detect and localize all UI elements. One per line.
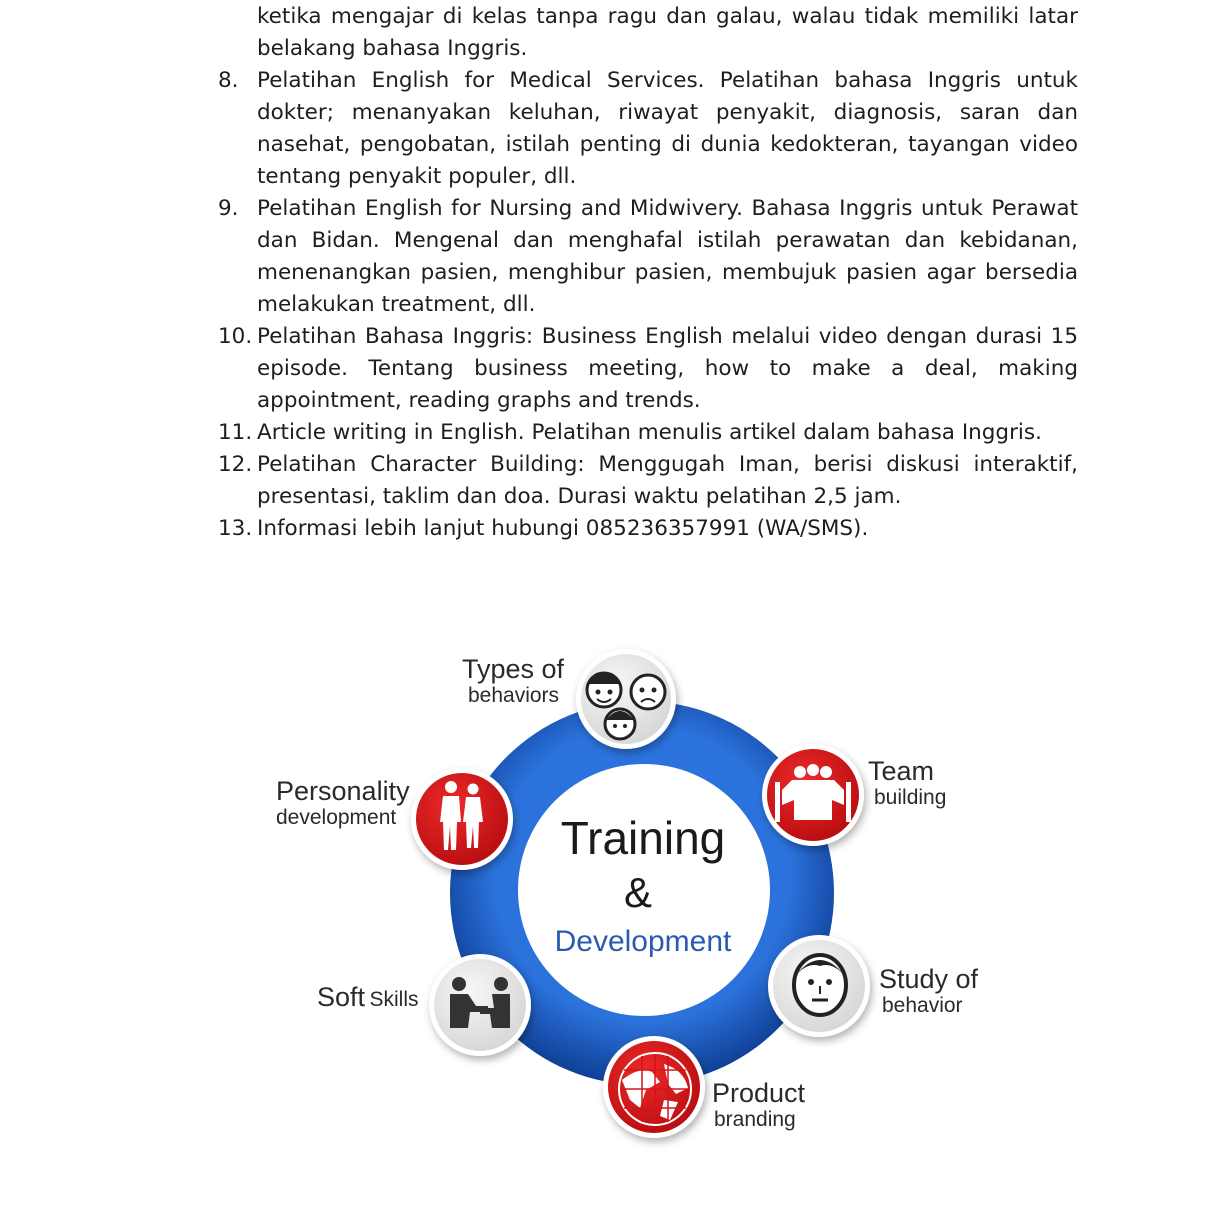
label-small: branding	[714, 1108, 796, 1131]
center-title: Training	[560, 812, 726, 864]
label-study-of-behavior	[879, 964, 978, 1018]
label-product-branding	[712, 1078, 805, 1132]
team-icon	[762, 744, 864, 846]
center-subtitle: Development	[554, 925, 732, 958]
label-team-building	[868, 756, 946, 810]
list-item-text: Pelatihan English for Medical Services. Pelatihan bahasa Inggris untuk dokter; menanyakan keluhan, riwayat penyakit, diagnosis, saran dan nasehat, pengobatan, istilah penting di dunia kedokteran, tayangan video tentang penyakit populer, dll.	[257, 68, 1078, 189]
list-item-number: 13.	[218, 516, 253, 541]
people-icon	[411, 768, 513, 870]
label-small: development	[276, 806, 397, 829]
head-icon	[768, 935, 870, 1037]
list-item-number: 8.	[218, 68, 239, 93]
label-types-of-behaviors	[462, 654, 564, 708]
center-ampersand: &	[623, 869, 652, 916]
list-item-number: 12.	[218, 452, 253, 477]
label-personality-development	[276, 776, 410, 830]
list-item-number: 9.	[218, 196, 239, 221]
list-item-number: 10.	[218, 324, 253, 349]
globe-icon	[603, 1036, 705, 1138]
label-big: Personality	[276, 776, 410, 806]
handshake-icon	[429, 954, 531, 1056]
list-item-text: Pelatihan Bahasa Inggris: Business English melalui video dengan durasi 15 episode. Tentang business meeting, how to make a deal, making appointment, reading graphs and trends.	[257, 324, 1078, 413]
list-item-number: 11.	[218, 420, 253, 445]
label-small: Skills	[369, 988, 419, 1011]
label-big: Team	[868, 756, 935, 786]
label-small: behaviors	[468, 684, 560, 707]
label-big: Product	[712, 1078, 806, 1108]
label-small: building	[874, 786, 947, 809]
label-small: behavior	[882, 994, 963, 1017]
list-item-text: Pelatihan English for Nursing and Midwivery. Bahasa Inggris untuk Perawat dan Bidan. Mengenal dan menghafal istilah perawatan dan kebidanan, menenangkan pasien, menghibur pasien, membujuk pasien agar bersedia melakukan treatment, dll.	[257, 196, 1078, 317]
label-big: Types of	[462, 654, 565, 684]
label-big: Study of	[879, 964, 979, 994]
list-item-text: Informasi lebih lanjut hubungi 085236357991 (WA/SMS).	[257, 516, 869, 541]
faces-icon	[576, 649, 676, 749]
list-item-text: Article writing in English. Pelatihan menulis artikel dalam bahasa Inggris.	[257, 420, 1042, 445]
label-big: Soft	[317, 982, 366, 1012]
list-item-text: Pelatihan Character Building: Menggugah Iman, berisi diskusi interaktif, presentasi, taklim dan doa. Durasi waktu pelatihan 2,5 jam.	[257, 452, 1078, 509]
label-soft-skills	[317, 982, 419, 1013]
list-item-text: ketika mengajar di kelas tanpa ragu dan galau, walau tidak memiliki latar belakang bahasa Inggris.	[257, 4, 1078, 61]
